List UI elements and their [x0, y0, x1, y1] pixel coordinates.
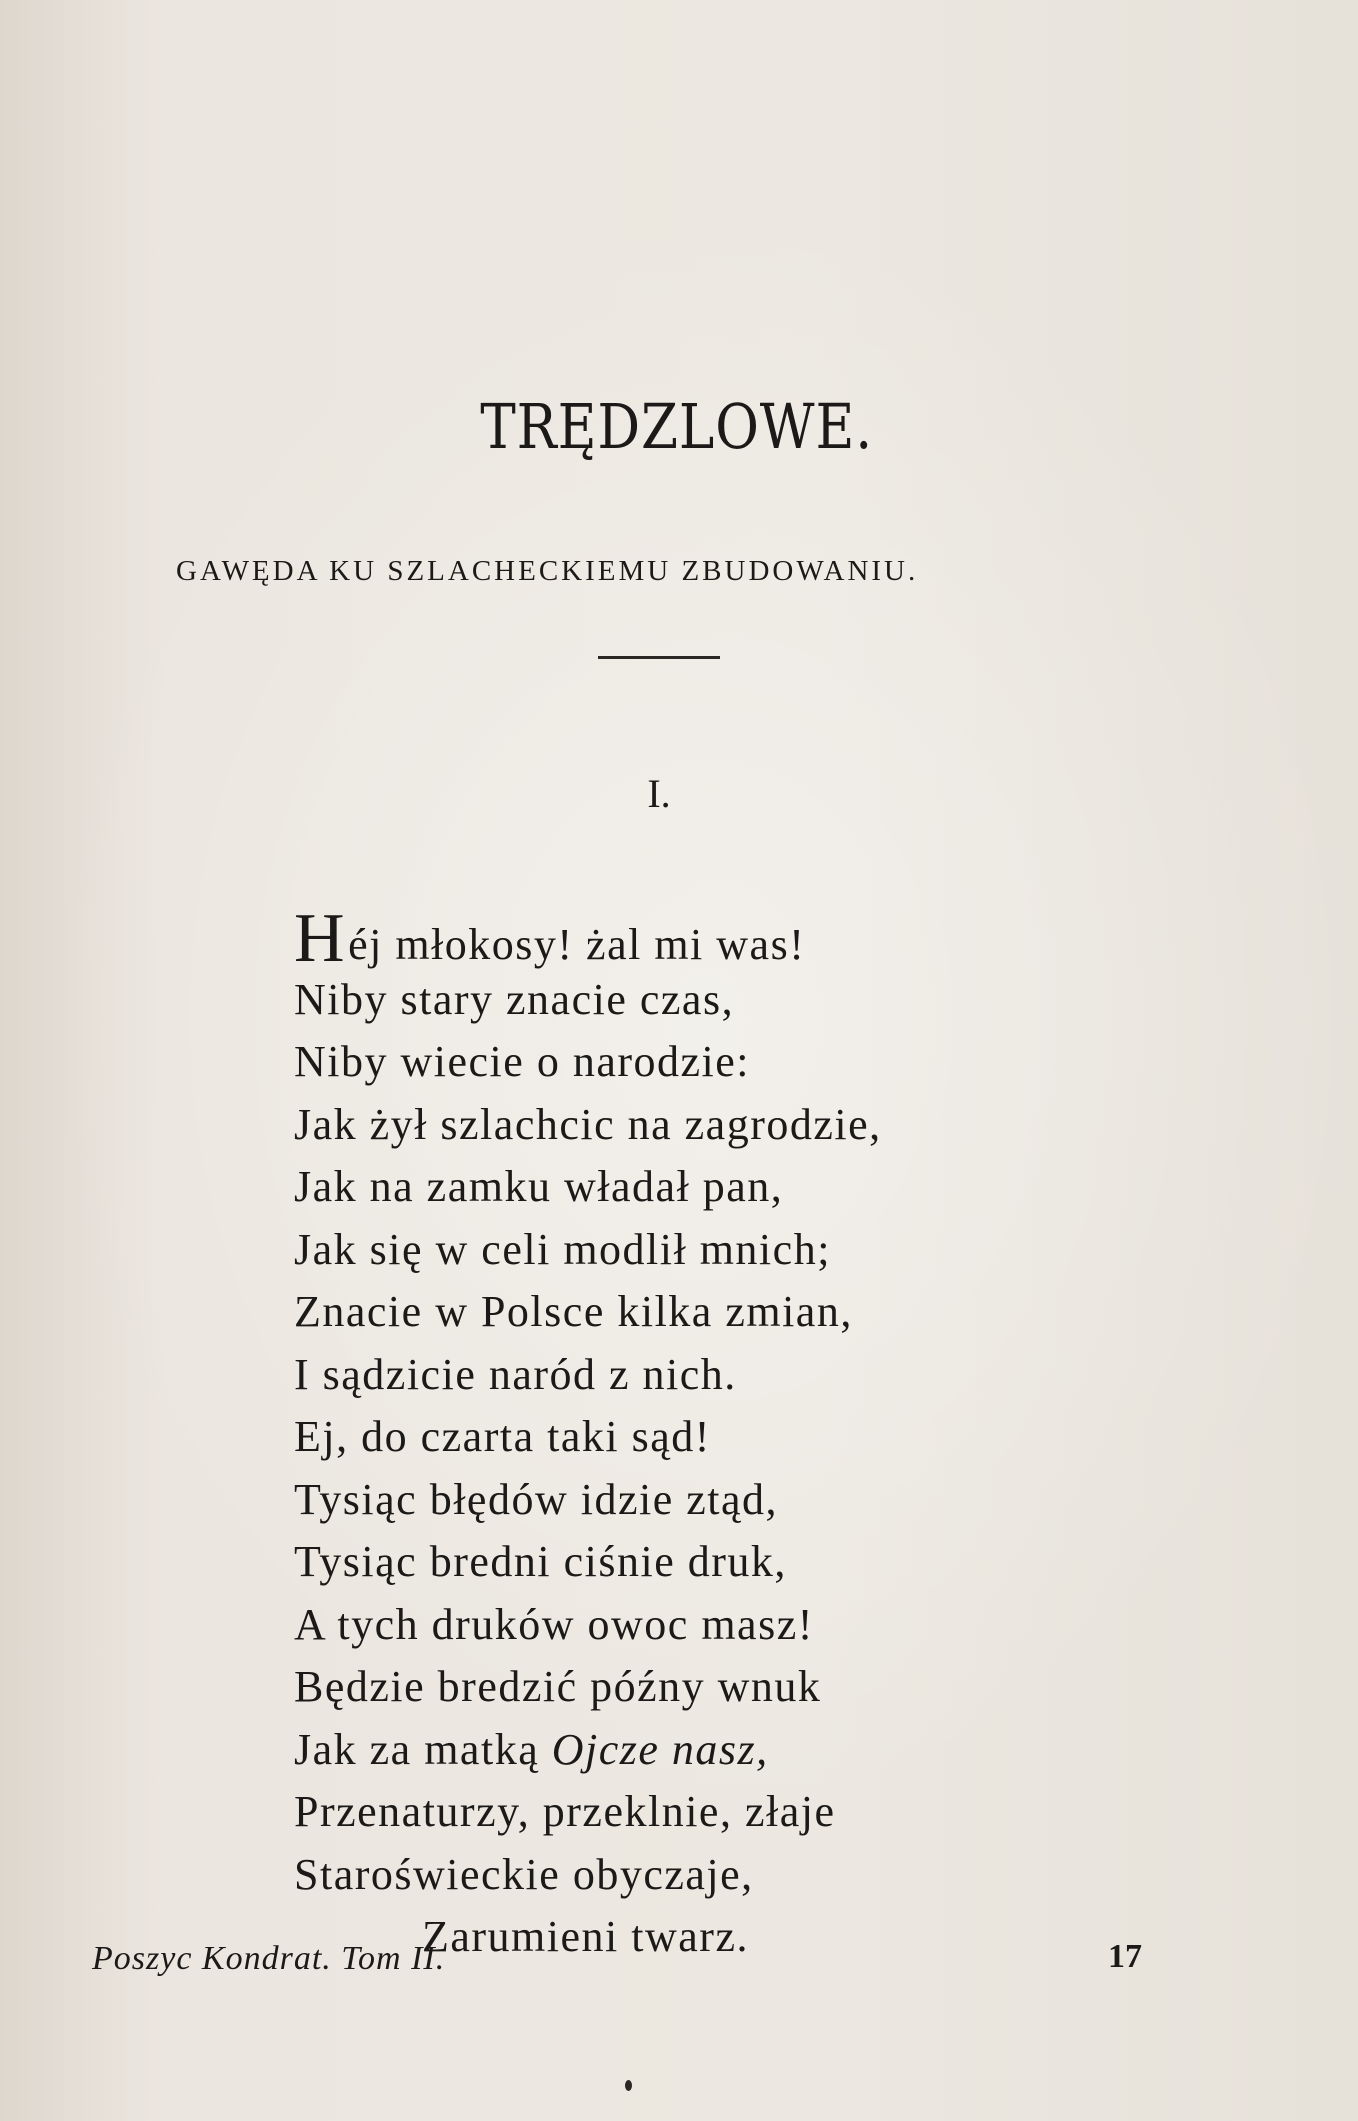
poem-line: Znacie w Polsce kilka zmian,	[294, 1287, 853, 1336]
poem-subtitle: GAWĘDA KU SZLACHECKIEMU ZBUDOWANIU.	[176, 555, 919, 587]
printer-signature: Poszyc Kondrat. Tom II.	[92, 1940, 446, 1977]
poem-line: Tysiąc błędów idzie ztąd,	[294, 1474, 779, 1524]
poem-line: Będzie bredzić późny wnuk	[294, 1662, 822, 1711]
poem-line: Jak na zamku władał pan,	[294, 1162, 784, 1211]
poem-body	[294, 900, 882, 1969]
section-number: I.	[647, 771, 671, 816]
poem-line: Jak żył szlachcic na zagrodzie,	[294, 1099, 882, 1149]
poem-line: Niby wiecie o narodzie:	[294, 1037, 751, 1086]
poem-line: Jak się w celi modlił mnich;	[294, 1224, 831, 1274]
divider-rule	[598, 656, 720, 659]
poem-line	[294, 900, 882, 977]
italic-phrase: Ojcze nasz,	[551, 1724, 769, 1774]
page-number: 17	[1108, 1938, 1142, 1975]
drop-cap: H	[294, 900, 347, 977]
poem-line: I sądzicie naród z nich.	[294, 1349, 737, 1399]
section-heading	[0, 770, 1358, 817]
poem-line	[294, 1719, 882, 1782]
poem-line-text: éj młokosy! żal mi was!	[348, 920, 806, 969]
poem-line: Staroświeckie obyczaje,	[294, 1849, 754, 1899]
poem-line: Przenaturzy, przeklnie, złaje	[294, 1787, 836, 1836]
poem-line: A tych druków owoc masz!	[294, 1599, 814, 1649]
ink-speck	[625, 2080, 632, 2091]
poem-line: Niby stary znacie czas,	[294, 974, 735, 1024]
poem-line-text: Jak za matką	[294, 1724, 540, 1774]
poem-line: Ej, do czarta taki sąd!	[294, 1412, 711, 1461]
poem-line: Zarumieni twarz.	[422, 1912, 749, 1961]
poem-line: Tysiąc bredni ciśnie druk,	[294, 1537, 787, 1586]
poem-title: TRĘDZLOWE.	[480, 390, 874, 463]
